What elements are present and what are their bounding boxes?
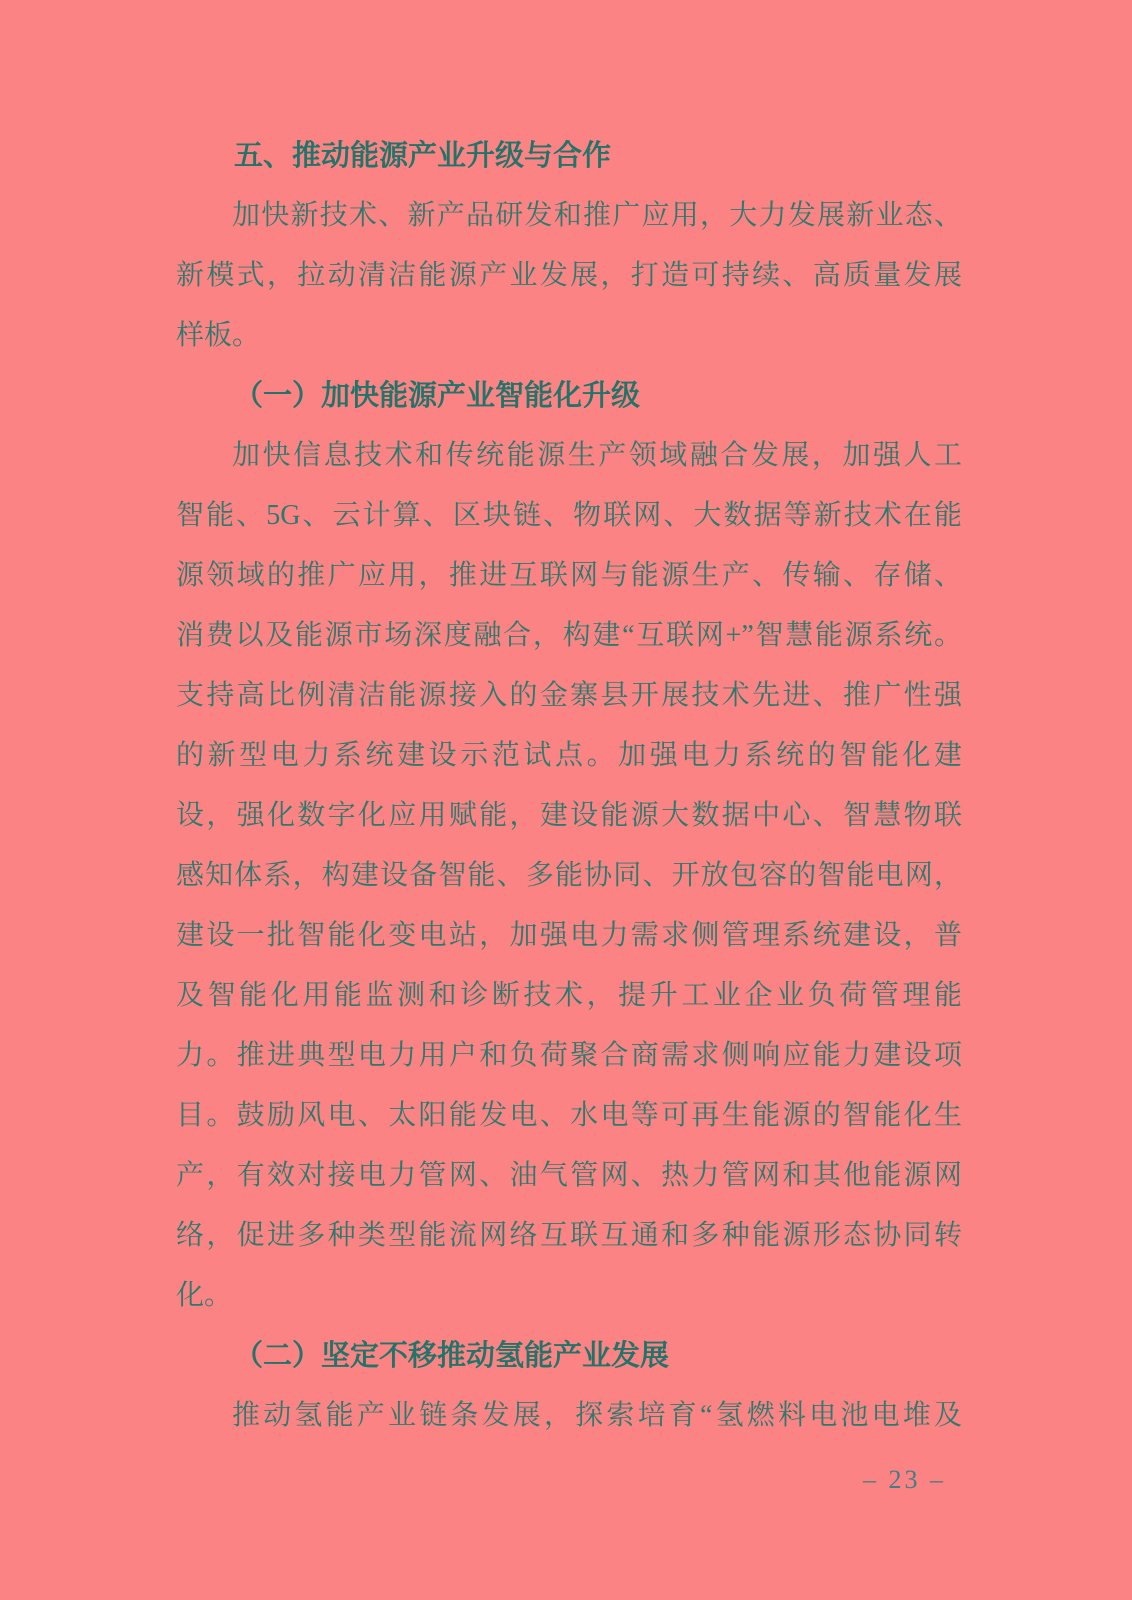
text-line: 目。鼓励风电、太阳能发电、水电等可再生能源的智能化生 [176, 1100, 962, 1131]
text-line: 样板。 [176, 320, 261, 351]
document-content [176, 126, 962, 1446]
section-heading: （一）加快能源产业智能化升级 [234, 380, 641, 412]
text-line: 的新型电力系统建设示范试点。加强电力系统的智能化建 [176, 740, 962, 771]
text-line: 络，促进多种类型能流网络互联互通和多种能源形态协同转 [176, 1220, 962, 1251]
section-heading: 五、推动能源产业升级与合作 [234, 140, 612, 172]
text-line: 源领域的推广应用，推进互联网与能源生产、传输、存储、 [176, 560, 962, 591]
text-line: 及智能化用能监测和诊断技术，提升工业企业负荷管理能 [176, 980, 962, 1011]
text-line: 智能、5G、云计算、区块链、物联网、大数据等新技术在能 [176, 500, 962, 531]
text-line: 化。 [176, 1280, 233, 1311]
text-line: 建设一批智能化变电站，加强电力需求侧管理系统建设，普 [176, 920, 962, 951]
text-line: 产，有效对接电力管网、油气管网、热力管网和其他能源网 [176, 1160, 962, 1191]
text-line: 力。推进典型电力用户和负荷聚合商需求侧响应能力建设项 [176, 1040, 962, 1071]
section-heading: （二）坚定不移推动氢能产业发展 [234, 1340, 670, 1372]
text-line: 推动氢能产业链条发展，探索培育“氢燃料电池电堆及 [232, 1400, 962, 1431]
text-line: 支持高比例清洁能源接入的金寨县开展技术先进、推广性强 [176, 680, 962, 711]
text-line: 设，强化数字化应用赋能，建设能源大数据中心、智慧物联 [176, 800, 962, 831]
text-line: 加快信息技术和传统能源生产领域融合发展，加强人工 [232, 440, 962, 471]
text-line: 感知体系，构建设备智能、多能协同、开放包容的智能电网， [176, 860, 962, 891]
text-line: 消费以及能源市场深度融合，构建“互联网+”智慧能源系统。 [176, 620, 962, 651]
text-line: 新模式，拉动清洁能源产业发展，打造可持续、高质量发展 [176, 260, 962, 291]
text-line: 加快新技术、新产品研发和推广应用，大力发展新业态、 [232, 200, 962, 231]
page-number: – 23 – [863, 1465, 946, 1494]
